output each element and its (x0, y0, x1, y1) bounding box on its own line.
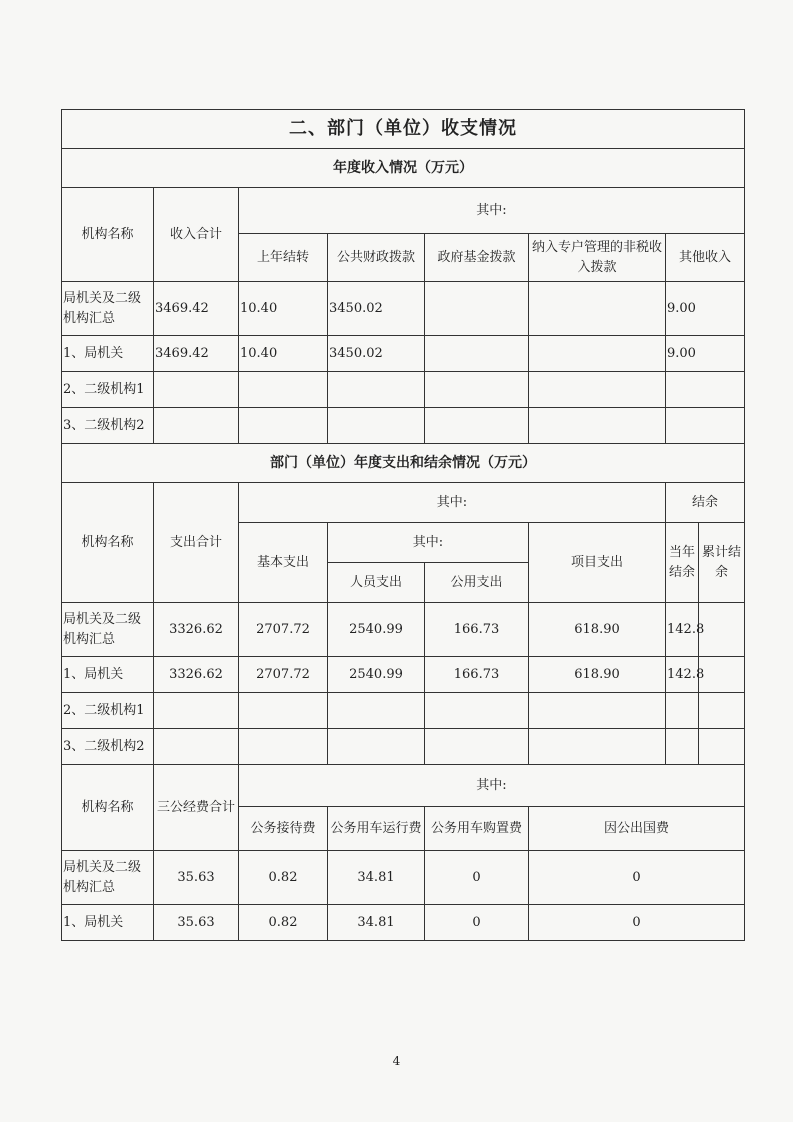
income-cell-gov-fund (425, 282, 529, 336)
income-cell-total: 3469.42 (154, 336, 239, 372)
expense-cell-public-use (425, 693, 529, 729)
income-cell-public-fiscal: 3450.02 (328, 282, 425, 336)
income-cell-total: 3469.42 (154, 282, 239, 336)
three-public-header-total: 三公经费合计 (154, 765, 239, 851)
income-cell-org: 2、二级机构1 (62, 372, 154, 408)
expense-cell-project: 618.90 (529, 603, 666, 657)
income-cell-public-fiscal: 3450.02 (328, 336, 425, 372)
income-header-other: 其他收入 (666, 234, 745, 282)
income-cell-other: 9.00 (666, 282, 745, 336)
income-header-org: 机构名称 (62, 188, 154, 282)
three-public-cell-vehicle-buy: 0 (425, 851, 529, 905)
three-public-cell-abroad: 0 (529, 851, 745, 905)
income-cell-special-nontax (529, 282, 666, 336)
income-row (62, 336, 745, 372)
income-header-special-nontax: 纳入专户管理的非税收入拨款 (529, 234, 666, 282)
expense-cell-personnel: 2540.99 (328, 657, 425, 693)
expense-cell-personnel: 2540.99 (328, 603, 425, 657)
income-row (62, 372, 745, 408)
three-public-cell-org: 局机关及二级机构汇总 (62, 851, 154, 905)
expense-row (62, 729, 745, 765)
income-cell-gov-fund (425, 408, 529, 444)
income-cell-org: 局机关及二级机构汇总 (62, 282, 154, 336)
income-cell-other (666, 372, 745, 408)
three-public-header-reception: 公务接待费 (239, 807, 328, 851)
revenue-expense-table (61, 109, 745, 941)
expense-cell-year-balance (666, 729, 699, 765)
expense-row (62, 657, 745, 693)
expense-cell-total: 3326.62 (154, 657, 239, 693)
expense-header-year-balance: 当年结余 (666, 523, 699, 603)
expense-cell-org: 局机关及二级机构汇总 (62, 603, 154, 657)
page-number: 4 (392, 1054, 401, 1068)
three-public-header-org: 机构名称 (62, 765, 154, 851)
income-cell-prev-year: 10.40 (239, 336, 328, 372)
income-cell-other (666, 408, 745, 444)
expense-cell-total (154, 729, 239, 765)
expense-row (62, 603, 745, 657)
income-header-prev-year: 上年结转 (239, 234, 328, 282)
expense-header-org: 机构名称 (62, 483, 154, 603)
three-public-header-of-which: 其中: (239, 765, 745, 807)
expense-cell-project (529, 729, 666, 765)
income-header-of-which: 其中: (239, 188, 745, 234)
expense-header-of-which: 其中: (239, 483, 666, 523)
expense-cell-project (529, 693, 666, 729)
expense-cell-public-use: 166.73 (425, 603, 529, 657)
income-cell-special-nontax (529, 336, 666, 372)
three-public-cell-vehicle-run: 34.81 (328, 851, 425, 905)
income-cell-public-fiscal (328, 408, 425, 444)
expense-cell-basic: 2707.72 (239, 657, 328, 693)
finance-table-sheet (61, 109, 744, 941)
income-cell-total (154, 372, 239, 408)
income-cell-other: 9.00 (666, 336, 745, 372)
three-public-cell-total: 35.63 (154, 905, 239, 941)
expense-cell-total: 3326.62 (154, 603, 239, 657)
expense-header-total: 支出合计 (154, 483, 239, 603)
expense-cell-org: 2、二级机构1 (62, 693, 154, 729)
expense-cell-public-use (425, 729, 529, 765)
expense-cell-year-balance: 142.8 (666, 603, 699, 657)
expense-header-personnel: 人员支出 (328, 563, 425, 603)
income-cell-gov-fund (425, 336, 529, 372)
three-public-header-vehicle-run: 公务用车运行费 (328, 807, 425, 851)
three-public-cell-reception: 0.82 (239, 905, 328, 941)
expense-cell-basic (239, 729, 328, 765)
expense-header-project: 项目支出 (529, 523, 666, 603)
income-header-total: 收入合计 (154, 188, 239, 282)
income-heading: 年度收入情况（万元） (62, 149, 745, 188)
expense-cell-year-balance (666, 693, 699, 729)
expense-header-cum-balance: 累计结余 (699, 523, 745, 603)
income-cell-special-nontax (529, 408, 666, 444)
three-public-cell-vehicle-buy: 0 (425, 905, 529, 941)
three-public-cell-vehicle-run: 34.81 (328, 905, 425, 941)
expense-cell-cum-balance (699, 693, 745, 729)
expense-cell-cum-balance (699, 657, 745, 693)
three-public-row (62, 905, 745, 941)
expense-cell-project: 618.90 (529, 657, 666, 693)
expense-header-balance: 结余 (666, 483, 745, 523)
three-public-cell-reception: 0.82 (239, 851, 328, 905)
expense-header-of-which2: 其中: (328, 523, 529, 563)
income-cell-special-nontax (529, 372, 666, 408)
income-cell-gov-fund (425, 372, 529, 408)
income-cell-prev-year (239, 408, 328, 444)
income-cell-prev-year (239, 372, 328, 408)
expense-cell-basic (239, 693, 328, 729)
expense-cell-personnel (328, 693, 425, 729)
three-public-row (62, 851, 745, 905)
income-cell-total (154, 408, 239, 444)
income-header-public-fiscal: 公共财政拨款 (328, 234, 425, 282)
income-row (62, 282, 745, 336)
expense-header-basic: 基本支出 (239, 523, 328, 603)
expense-cell-org: 3、二级机构2 (62, 729, 154, 765)
income-row (62, 408, 745, 444)
income-cell-org: 3、二级机构2 (62, 408, 154, 444)
expense-cell-basic: 2707.72 (239, 603, 328, 657)
page-title: 二、部门（单位）收支情况 (62, 110, 745, 149)
three-public-cell-abroad: 0 (529, 905, 745, 941)
income-cell-prev-year: 10.40 (239, 282, 328, 336)
expense-header-public-use: 公用支出 (425, 563, 529, 603)
expense-cell-year-balance: 142.8 (666, 657, 699, 693)
expense-cell-cum-balance (699, 729, 745, 765)
expense-cell-org: 1、局机关 (62, 657, 154, 693)
income-cell-public-fiscal (328, 372, 425, 408)
three-public-cell-org: 1、局机关 (62, 905, 154, 941)
expense-cell-cum-balance (699, 603, 745, 657)
three-public-header-abroad: 因公出国费 (529, 807, 745, 851)
expense-cell-personnel (328, 729, 425, 765)
income-header-gov-fund: 政府基金拨款 (425, 234, 529, 282)
three-public-header-vehicle-buy: 公务用车购置费 (425, 807, 529, 851)
expense-heading: 部门（单位）年度支出和结余情况（万元） (62, 444, 745, 483)
income-cell-org: 1、局机关 (62, 336, 154, 372)
three-public-cell-total: 35.63 (154, 851, 239, 905)
expense-cell-total (154, 693, 239, 729)
expense-cell-public-use: 166.73 (425, 657, 529, 693)
expense-row (62, 693, 745, 729)
